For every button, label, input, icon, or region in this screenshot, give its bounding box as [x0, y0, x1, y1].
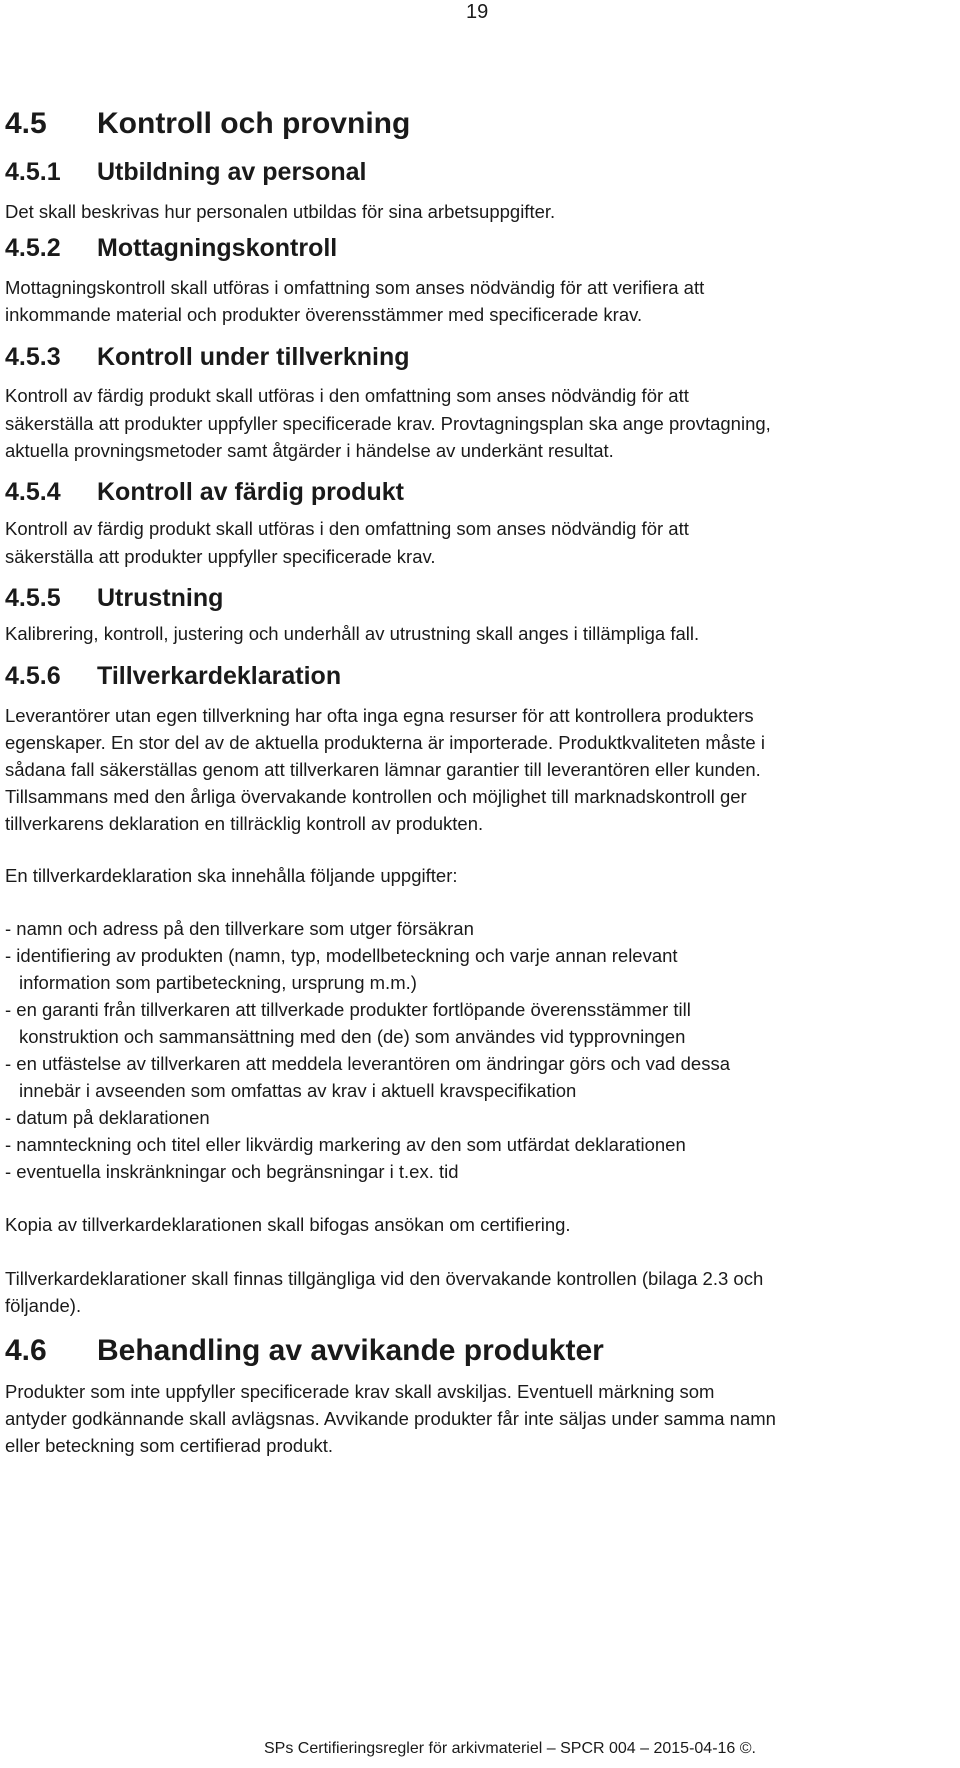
list-item-continuation: innebär i avseenden som omfattas av krav i aktuell kravspecifikation — [19, 1080, 577, 1101]
heading-4-5-6 — [5, 661, 341, 691]
paragraph-line: Leverantörer utan egen tillverkning har ofta inga egna resurser för att kontrollera produkters — [5, 705, 754, 726]
section-title: Mottagningskontroll — [97, 234, 338, 262]
section-title: Kontroll av färdig produkt — [97, 478, 404, 506]
heading-4-5-2 — [5, 233, 337, 263]
paragraph-line: Tillverkardeklarationer skall finnas tillgängliga vid den övervakande kontrollen (bilaga 2.3 och — [5, 1268, 764, 1289]
section-title: Kontroll under tillverkning — [97, 343, 410, 371]
section-title: Kontroll och provning — [97, 107, 411, 140]
paragraph-line: Kalibrering, kontroll, justering och underhåll av utrustning skall anges i tillämpliga fall. — [5, 623, 700, 644]
section-number: 4.5 — [5, 107, 47, 140]
heading-4-6 — [5, 1333, 604, 1369]
paragraph-line: antyder godkännande skall avlägsnas. Avvikande produkter får inte säljas under samma namn — [5, 1408, 776, 1429]
paragraph-line: Det skall beskrivas hur personalen utbildas för sina arbetsuppgifter. — [5, 201, 556, 222]
section-number: 4.5.1 — [5, 158, 61, 186]
section-title: Tillverkardeklaration — [97, 662, 342, 690]
section-number: 4.5.2 — [5, 234, 61, 262]
paragraph-line: inkommande material och produkter överensstämmer med specificerade krav. — [5, 304, 643, 325]
page-number: 19 — [466, 1, 489, 23]
list-intro: En tillverkardeklaration ska innehålla följande uppgifter: — [5, 865, 458, 886]
paragraph-line: Tillsammans med den årliga övervakande kontrollen och möjlighet till marknadskontroll ger — [5, 786, 747, 807]
heading-4-5-5 — [5, 583, 223, 613]
list-item: - en utfästelse av tillverkaren att meddela leverantören om ändringar görs och vad dessa — [5, 1053, 730, 1074]
paragraph-line: sådana fall säkerställas genom att tillverkaren lämnar garantier till leverantören eller kunden. — [5, 759, 761, 780]
section-number: 4.5.3 — [5, 343, 61, 371]
paragraph-line: Kopia av tillverkardeklarationen skall bifogas ansökan om certifiering. — [5, 1214, 571, 1235]
list-item: - eventuella inskränkningar och begränsningar i t.ex. tid — [5, 1161, 459, 1182]
paragraph-line: egenskaper. En stor del av de aktuella produkterna är importerade. Produktkvaliteten måste i — [5, 732, 765, 753]
section-number: 4.5.4 — [5, 478, 61, 506]
list-item: - namnteckning och titel eller likvärdig markering av den som utfärdat deklarationen — [5, 1134, 686, 1155]
paragraph-line: Produkter som inte uppfyller specificerade krav skall avskiljas. Eventuell märkning som — [5, 1381, 715, 1402]
paragraph-line: säkerställa att produkter uppfyller specificerade krav. Provtagningsplan ska ange provtagning, — [5, 413, 771, 434]
heading-4-5 — [5, 106, 410, 142]
section-number: 4.5.6 — [5, 662, 61, 690]
section-title: Utrustning — [97, 584, 224, 612]
section-number: 4.5.5 — [5, 584, 61, 612]
list-item: - datum på deklarationen — [5, 1107, 210, 1128]
paragraph-line: säkerställa att produkter uppfyller specificerade krav. — [5, 546, 436, 567]
list-item-continuation: konstruktion och sammansättning med den (de) som användes vid typprovningen — [19, 1026, 686, 1047]
paragraph-line: följande). — [5, 1295, 82, 1316]
paragraph-line: aktuella provningsmetoder samt åtgärder i händelse av underkänt resultat. — [5, 440, 614, 461]
list-item-continuation: information som partibeteckning, ursprung m.m.) — [19, 972, 417, 993]
page-footer: SPs Certifieringsregler för arkivmateriel – SPCR 004 – 2015-04-16 ©. — [264, 1740, 756, 1757]
list-item: - identifiering av produkten (namn, typ, modellbeteckning och varje annan relevant — [5, 945, 678, 966]
heading-4-5-4 — [5, 477, 404, 507]
paragraph-line: tillverkarens deklaration en tillräcklig kontroll av produkten. — [5, 813, 484, 834]
heading-4-5-3 — [5, 342, 410, 372]
section-number: 4.6 — [5, 1334, 47, 1367]
section-title: Utbildning av personal — [97, 158, 367, 186]
paragraph-line: Kontroll av färdig produkt skall utföras i den omfattning som anses nödvändig för att — [5, 385, 689, 406]
paragraph-line: eller beteckning som certifierad produkt. — [5, 1435, 334, 1456]
list-item: - namn och adress på den tillverkare som utger försäkran — [5, 918, 474, 939]
list-item: - en garanti från tillverkaren att tillverkade produkter fortlöpande överensstämmer till — [5, 999, 691, 1020]
section-title: Behandling av avvikande produkter — [97, 1334, 604, 1367]
paragraph-line: Mottagningskontroll skall utföras i omfattning som anses nödvändig för att verifiera att — [5, 277, 705, 298]
heading-4-5-1 — [5, 157, 366, 187]
paragraph-line: Kontroll av färdig produkt skall utföras i den omfattning som anses nödvändig för att — [5, 518, 689, 539]
